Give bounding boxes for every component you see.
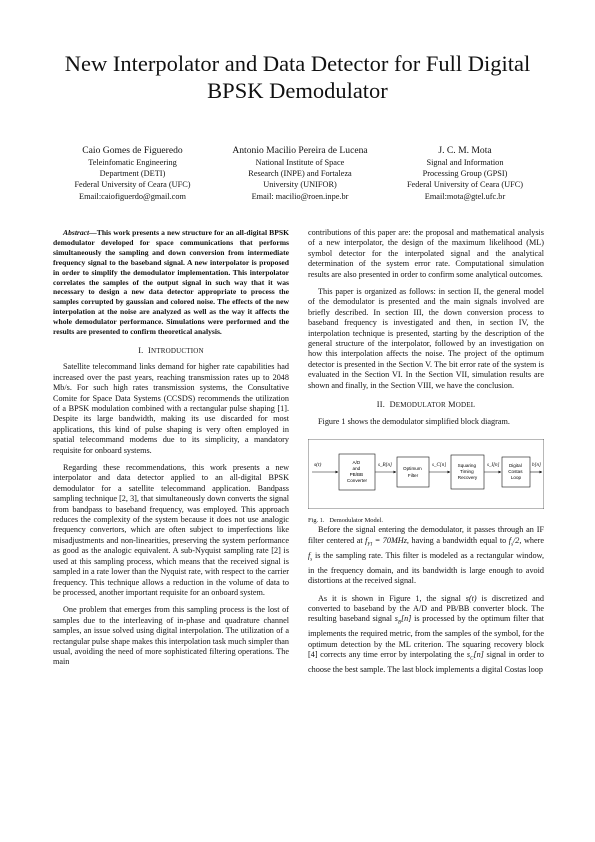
section-heading-demodulator-model — [308, 400, 544, 410]
author-block — [50, 144, 545, 206]
title-line-1: New Interpolator and Data Detector for Full Digital — [64, 51, 531, 76]
abstract-text: This work presents a new structure for an all-digital BPSK demodulator developed for space communications that performs simultaneously the sampling and down conversion from intermediate frequency signal to the baseband signal. A new interpolator is proposed in order to simplify the demodulator implementation. This interpolator correlates the samples of the output signal in such way that it was necessary to design a new data detector appropriate to process the samples corrupted by gaussian and colored noise. The effects of the new interpolation at the noise are analyzed as well as the way it affects the whole demodulator performance. Simulations were performed and the results are presented to confirm theoretical analysis. — [53, 228, 289, 337]
author-1 — [50, 144, 215, 202]
paragraph: This paper is organized as follows: in section II, the general model of the demodulator is presented and the main signals involved are briefly described. In section III, the down conversion process to baseband frequency is investigated and then, in section IV, the interpolation technique is presented, starting by the description of the general structure of the interpolator, followed by an investigation on how this interpolation affects the noise. The project of the optimum detector is presented in the Section V. The bit error rate of the system is evaluated in the Section VI. In the Section VII, simulation results are shown and finally, in the Section VIII, we have the conclusion. — [308, 287, 544, 390]
paragraph: One problem that emerges from this sampling process is the lost of samples due to the interleaving of in-phase and quadrature channel samples, an issue solved using digital interpolation. The utilization of a rectangular pulse shape makes this interpolation task much simpler than usual, avoiding the need of more sophisticated filtering operations. The main — [53, 605, 289, 667]
arrow-label-sc: s_C[n] — [432, 462, 447, 468]
author-name: Caio Gomes de Figueredo — [82, 145, 183, 156]
block-diagram — [308, 439, 544, 509]
author-2 — [215, 144, 385, 202]
caption-text: Demodulator Model. — [329, 517, 383, 525]
paragraph: Regarding these recommendations, this work presents a new interpolator and data detector applied to an all-digital BPSK demodulator for a satellite telecommand application. Bandpass sampling technique [2, 3], that simultaneously down converts the signal from bandpass to baseband frequency, was employed. This approach reduces the complexity of the system because it does not use analogic frequency convertors, which are often subject to imperfections like misadjustments and non-linearities, preserving the system performance as good as the analogic equivalent. A sub-Nyquist sampling rate [2] is used at this sampling process, which means that the received signal is sampled in a rate lower than the Nyquist rate, with respect to the carrier frequency. This technique allows a reduction in the volume of data to be processed, another important requisite for an onboard system. — [53, 463, 289, 597]
author-email: Email:mota@gtel.ufc.br — [424, 191, 506, 201]
author-name: Antonio Macilio Pereira de Lucena — [232, 145, 368, 156]
author-email: Email:caiofiguerdo@gmail.com — [79, 191, 186, 201]
paper-title — [40, 50, 555, 104]
author-email: Email: macilio@roen.inpe.br — [251, 191, 349, 201]
left-column — [53, 228, 289, 668]
author-name: J. C. M. Mota — [438, 145, 492, 156]
author-affiliation: Signal and Information — [426, 158, 504, 167]
author-affiliation: Processing Group (GPSI) — [422, 169, 508, 179]
arrow-label-si: s_I[n] — [487, 462, 500, 468]
paragraph: As it is shown in Figure 1, the signal s(t) is discretized and converted to baseband by the A/D and PB/BB converter block. The resulting baseband signal $s_B[n]$ is processed by the optimum filter that implements the required metric, from the samples of the symbol, for the optimum detection by the ML criterion. The squaring recovery block [4] corrects any time error by interpolating the $s_C[n]$ signal in order to choose the best sample. The last block implements a digital Costas loop — [308, 593, 544, 675]
section-heading-introduction — [53, 346, 289, 356]
section-title-initial: D — [389, 400, 396, 410]
author-affiliation: Department (DETI) — [99, 169, 166, 179]
author-affiliation: Teleinfomatic Engineering — [88, 158, 177, 167]
section-title-rest: EMODULATOR — [395, 401, 446, 410]
block-optimum-filter — [397, 457, 429, 487]
section-title-initial: M — [448, 400, 456, 410]
arrow-label-sb: s_B[n] — [378, 462, 392, 468]
paragraph: Before the signal entering the demodulator, it passes through an IF filter centered at $f_{FI} = 70MHz$, having a bandwidth equal to $f_s/2$, where $f_s$ is the sampling rate. This filter is modeled as a rectangular window, in the frequency domain, and its bandwidth is large enough to avoid distortions at the received signal. — [308, 525, 544, 586]
author-affiliation: Federal University of Ceara (UFC) — [74, 180, 191, 190]
block-timing-recovery-label: Squaring Timing Recovery — [457, 462, 478, 480]
paragraph: Figure 1 shows the demodulator simplified block diagram. — [318, 416, 510, 426]
caption-label: Fig. 1. — [308, 517, 325, 525]
section-number: I. — [138, 345, 144, 355]
title-line-2: BPSK Demodulator — [207, 78, 388, 103]
abstract: Abstract—This work presents a new structure for an all-digital BPSK demodulator developed for space communications that performs simultaneously the sampling and down conversion from intermediate frequency signal to the baseband signal. A new interpolator is proposed in order to simplify the demodulator implementation. This interpolator correlates the samples of the output signal in such way that it was necessary to design a new data detector appropriate to process the samples corrupted by gaussian and colored noise. The effects of the new interpolation at the noise are analyzed as well as the way it affects the whole demodulator performance. Simulations were performed and the results are presented to confirm theoretical analysis. — [53, 228, 289, 337]
input-signal-label: s(t) — [314, 461, 322, 468]
author-affiliation: Research (INPE) and Fortaleza — [248, 169, 352, 179]
section-number: II. — [376, 400, 385, 410]
block-optimum-filter-label: Optimum Filter — [403, 465, 422, 478]
right-column — [308, 228, 544, 676]
output-label-b: b[n] — [532, 462, 541, 468]
author-affiliation: Federal University of Ceara (UFC) — [406, 180, 524, 190]
section-title-rest: NTRODUCTION — [151, 346, 204, 355]
author-affiliation: National Institute of Space — [255, 158, 345, 167]
author-3 — [385, 144, 545, 202]
figure-caption — [308, 516, 544, 525]
block-costas-loop-label: Digital Costas Loop — [508, 462, 523, 480]
paragraph: Satellite telecommand links demand for higher rate capabilities had increased over the past years, reaching transmission rates up to 2048 Mb/s. For such high rates transmission systems, the Consultative Comite for Space Data Systems (CCSDS) recommends the utilization of a BPSK modulation combined with a rectangular pulse shaping [1]. Despite its large bandwidth, making its use discarded for most applications, this kind of pulse shaping is very often employed in spatial telecommand modems due to its simplicity, a mandatory requisite for onboard systems. — [53, 362, 289, 455]
block-ad-converter-label: A/D and PB/BB Converter — [346, 459, 368, 483]
section-title-rest: ODEL — [455, 401, 476, 410]
abstract-label: Abstract — [63, 228, 90, 237]
author-affiliation: University (UNIFOR) — [263, 180, 337, 190]
paragraph: contributions of this paper are: the proposal and mathematical analysis of a new interpolator, the design of the maximum likelihood (ML) symbol detector for the interpolated signal and the analytical determination of the system error rate. Computational simulation results are also presented in order to confirm some analytical outcomes. — [308, 228, 544, 279]
section-title-initial: I — [148, 345, 151, 355]
